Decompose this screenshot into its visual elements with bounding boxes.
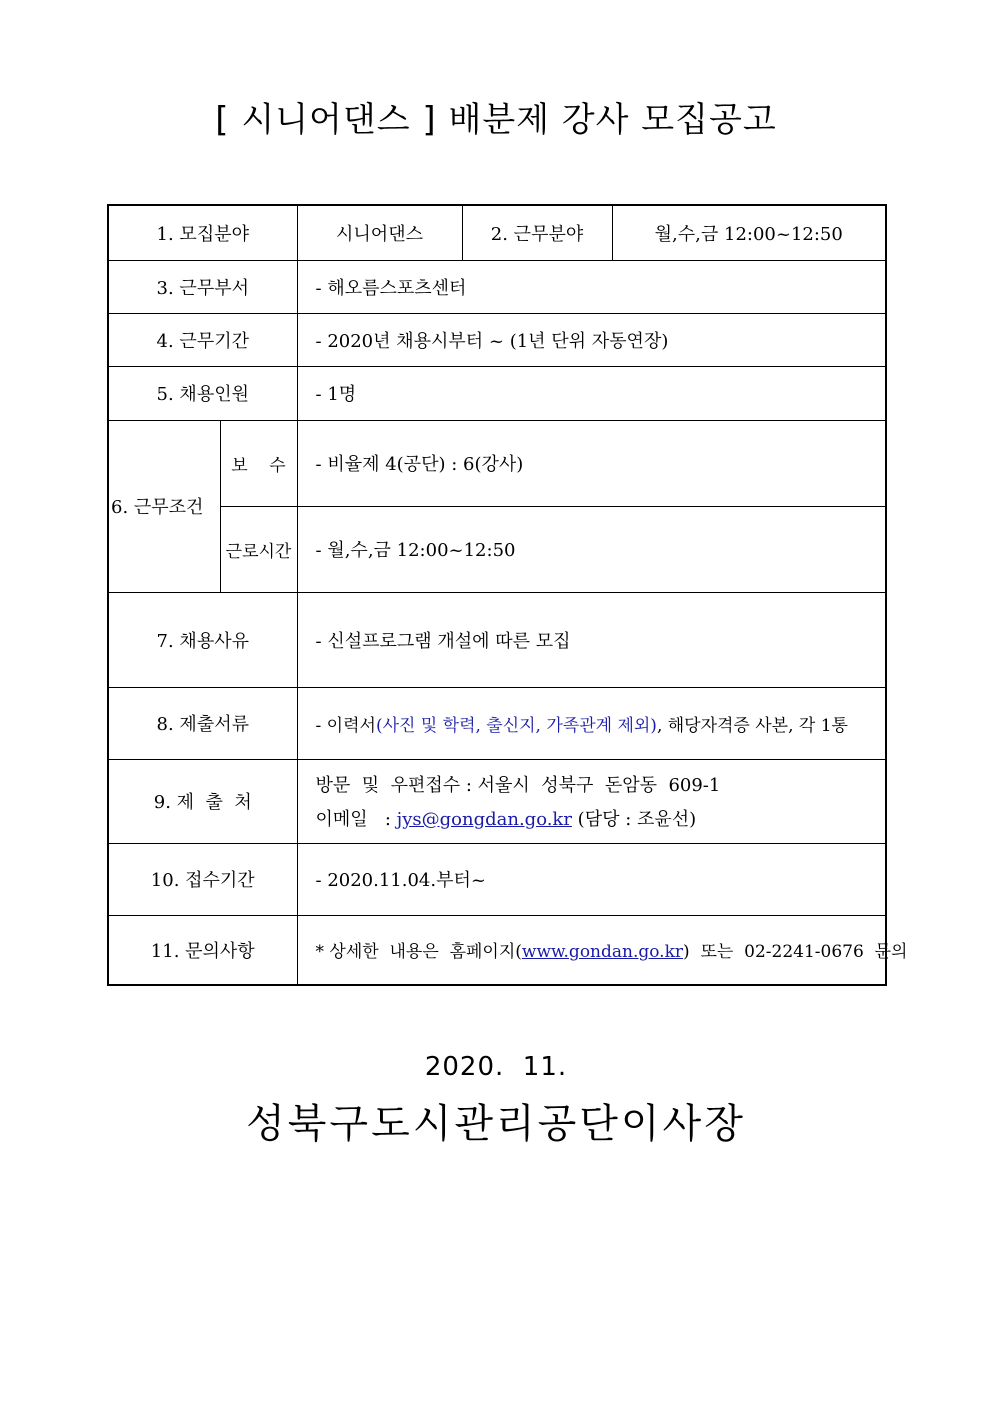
row-conditions-pay [108,420,886,506]
value-recruit-field: 시니어댄스 [297,205,462,260]
email-prefix: 이메일 : [315,809,397,830]
label-inquiry: 11. 문의사항 [108,915,297,985]
row-inquiry [108,915,886,985]
documents-prefix: - 이력서 [315,715,376,736]
value-receipt-period: - 2020.11.04.부터~ [297,843,886,915]
row-reason [108,592,886,687]
label-department: 3. 근무부서 [108,260,297,313]
value-hours: - 월,수,금 12:00~12:50 [297,506,886,592]
label-recruit-field: 1. 모집분야 [108,205,297,260]
value-work-field: 월,수,금 12:00~12:50 [612,205,886,260]
label-work-field: 2. 근무분야 [462,205,612,260]
label-documents: 8. 제출서류 [108,687,297,759]
value-department: - 해오름스포츠센터 [297,260,886,313]
label-submission: 9. 제 출 처 [108,759,297,843]
label-pay: 보 수 [220,420,297,506]
value-headcount: - 1명 [297,366,886,420]
value-period: - 2020년 채용시부터 ~ (1년 단위 자동연장) [297,313,886,366]
row-headcount [108,366,886,420]
row-submission [108,759,886,843]
documents-exclusions: (사진 및 학력, 출신지, 가족관계 제외) [375,715,657,736]
email-link[interactable]: jys@gongdan.go.kr [396,809,572,830]
label-hours: 근로시간 [220,506,297,592]
page-title: [ 시니어댄스 ] 배분제 강사 모집공고 [215,100,777,140]
value-pay: - 비율제 4(공단) : 6(강사) [297,420,886,506]
notice-table [107,204,908,986]
row-conditions-hours [108,506,886,592]
row-receipt-period [108,843,886,915]
submission-address: 방문 및 우편접수 : 서울시 성북구 돈암동 609-1 [315,775,721,796]
label-period: 4. 근무기간 [108,313,297,366]
value-inquiry [297,915,908,985]
row-recruit-field [108,205,886,260]
submission-email-line [316,805,886,831]
label-headcount: 5. 채용인원 [108,366,297,420]
inquiry-suffix: ) 또는 02-2241-0676 문의 [683,942,908,963]
documents-suffix: , 해당자격증 사본, 각 1통 [656,715,848,736]
homepage-link[interactable]: www.gondan.go.kr [521,942,684,963]
row-department [108,260,886,313]
email-contact: (담당 : 조윤선) [571,809,697,830]
value-reason: - 신설프로그램 개설에 따른 모집 [297,592,886,687]
row-documents [108,687,886,759]
label-reason: 7. 채용사유 [108,592,297,687]
notice-date: 2020. 11. [424,1052,568,1082]
value-submission [297,759,886,843]
issuer-name: 성북구도시관리공단이사장 [246,1101,746,1147]
row-period [108,313,886,366]
label-receipt-period: 10. 접수기간 [108,843,297,915]
value-documents [297,687,886,759]
label-conditions: 6. 근무조건 [108,420,220,592]
inquiry-prefix: * 상세한 내용은 홈페이지( [315,942,522,963]
